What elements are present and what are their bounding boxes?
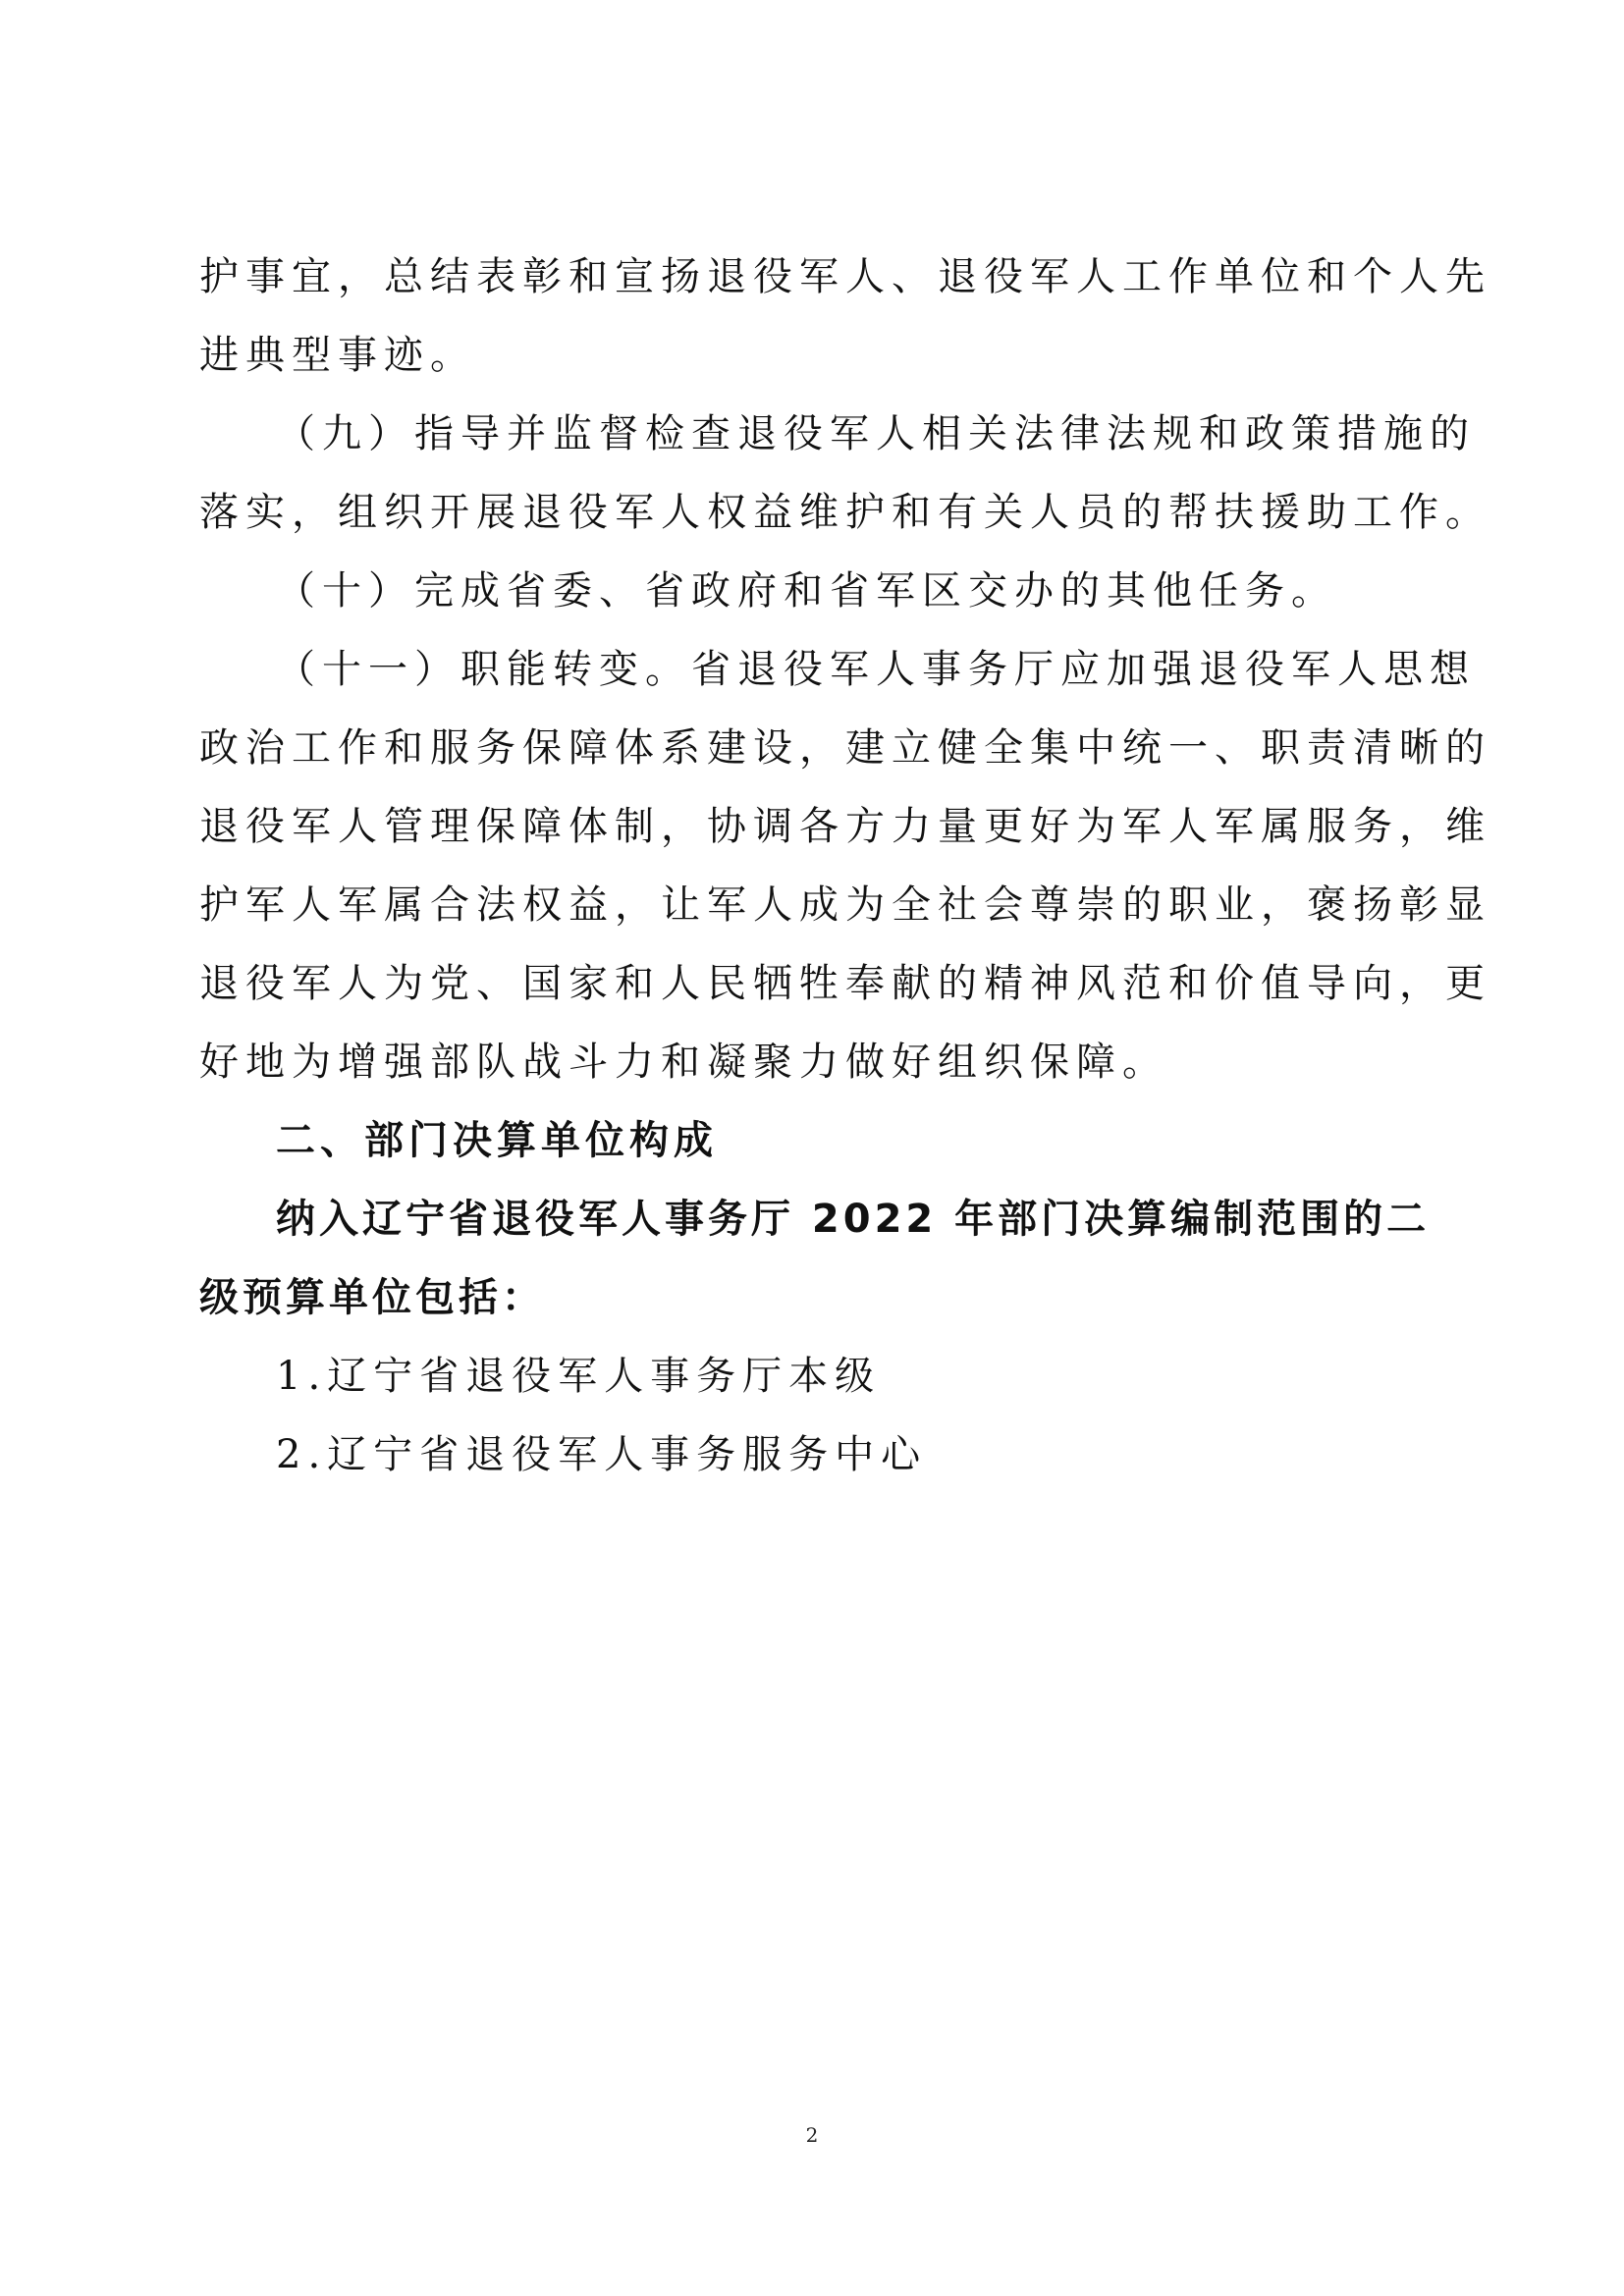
bold-text-line: 级预算单位包括： bbox=[199, 1275, 545, 1320]
body-text-line: 退役军人为党、国家和人民牺牲奉献的精神风范和价值导向，更 bbox=[199, 961, 1491, 1006]
section-heading: 二、部门决算单位构成 bbox=[276, 1118, 718, 1163]
page-content bbox=[199, 238, 1491, 1494]
bold-text-line: 纳入辽宁省退役军人事务厅 2022 年部门决算编制范围的二 bbox=[276, 1197, 1431, 1242]
body-text-line: 护事宜，总结表彰和宣扬退役军人、退役军人工作单位和个人先 bbox=[199, 254, 1491, 299]
body-text-line: （九）指导并监督检查退役军人相关法律法规和政策措施的 bbox=[276, 411, 1476, 456]
body-text-line: 护军人军属合法权益，让军人成为全社会尊崇的职业，褒扬彰显 bbox=[199, 882, 1491, 928]
body-text-line: 政治工作和服务保障体系建设，建立健全集中统一、职责清晰的 bbox=[199, 725, 1491, 771]
body-text-line: 退役军人管理保障体制，协调各方力量更好为军人军属服务，维 bbox=[199, 804, 1491, 849]
body-text-line: 进典型事迹。 bbox=[199, 333, 476, 378]
page-number: 2 bbox=[805, 2123, 819, 2147]
body-text-line: （十）完成省委、省政府和省军区交办的其他任务。 bbox=[276, 568, 1337, 614]
list-item: 2.辽宁省退役军人事务服务中心 bbox=[276, 1432, 928, 1477]
body-text-line: （十一）职能转变。省退役军人事务厅应加强退役军人思想 bbox=[276, 647, 1476, 692]
body-text-line: 落实，组织开展退役军人权益维护和有关人员的帮扶援助工作。 bbox=[199, 490, 1491, 535]
list-item: 1.辽宁省退役军人事务厅本级 bbox=[276, 1354, 882, 1399]
body-text-line: 好地为增强部队战斗力和凝聚力做好组织保障。 bbox=[199, 1040, 1168, 1085]
